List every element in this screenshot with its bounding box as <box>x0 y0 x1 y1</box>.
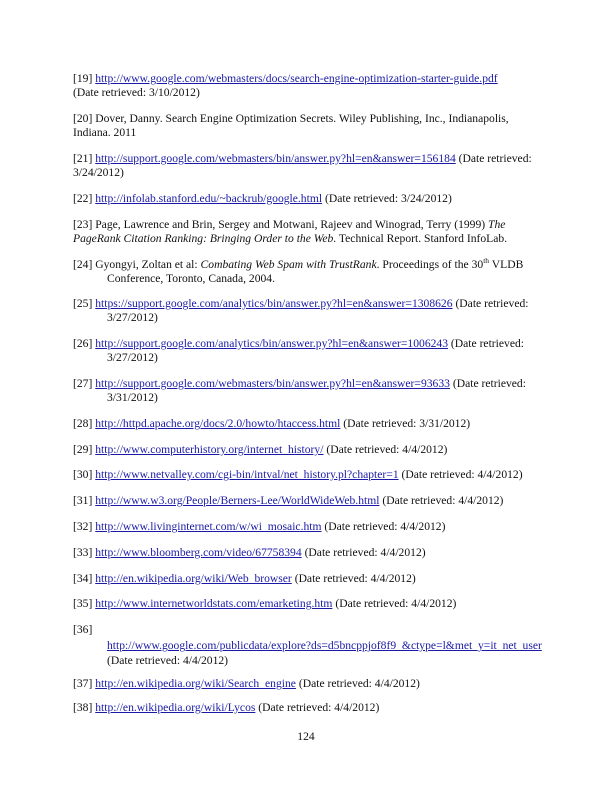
ref-link[interactable]: http://en.wikipedia.org/wiki/Lycos <box>95 701 256 714</box>
ref-date: (Date retrieved: 4/4/2012) <box>294 572 416 585</box>
ref-number: [27] <box>73 377 93 390</box>
ref-date: (Date retrieved: 4/4/2012) <box>298 677 420 690</box>
ref-link[interactable]: http://www.livinginternet.com/w/wi_mosaic.htm <box>95 520 322 533</box>
ref-number: [21] <box>73 152 93 165</box>
ref-link[interactable]: http://www.computerhistory.org/internet_history/ <box>95 443 324 456</box>
ref-title: The PageRank Citation Ranking: Bringing Order to the Web <box>73 218 506 246</box>
reference-33 <box>73 546 543 560</box>
reference-21 <box>73 152 543 181</box>
ref-link[interactable]: http://www.netvalley.com/cgi-bin/intval/net_history.pl?chapter=1 <box>95 468 399 481</box>
ref-date: (Date retrieved: 3/10/2012) <box>73 86 200 100</box>
reference-34 <box>73 572 543 586</box>
ref-number: [22] <box>73 192 93 205</box>
reference-31 <box>73 494 543 508</box>
ref-number: [32] <box>73 520 93 533</box>
ref-date: (Date retrieved: 4/4/2012) <box>401 468 523 481</box>
page-number: 124 <box>297 730 315 743</box>
reference-32 <box>73 520 543 534</box>
ref-date: (Date retrieved: 3/31/2012) <box>107 377 526 405</box>
ref-date: (Date retrieved: 3/24/2012) <box>324 192 452 205</box>
ref-authors: Gyongyi, Zoltan et al: <box>95 258 198 271</box>
ref-number: [23] <box>73 218 93 231</box>
ref-number: [19] <box>73 72 93 85</box>
ref-number: [37] <box>73 677 93 690</box>
ref-date: (Date retrieved: 3/31/2012) <box>343 417 471 430</box>
ref-title: Combating Web Spam with TrustRank <box>200 258 377 271</box>
ref-link[interactable]: http://www.w3.org/People/Berners-Lee/WorldWideWeb.html <box>95 494 380 507</box>
reference-20 <box>73 112 543 141</box>
ref-superscript: th <box>483 256 490 265</box>
ref-number: [28] <box>73 417 93 430</box>
ref-date: (Date retrieved: 4/4/2012) <box>304 546 426 559</box>
ref-source: . Proceedings of the 30 <box>376 258 484 271</box>
ref-number: [29] <box>73 443 93 456</box>
ref-link[interactable]: http://www.google.com/publicdata/explore?ds=d5bncppjof8f9_&ctype=l&met_y=it_net_user <box>107 639 542 653</box>
ref-number: [36] <box>73 623 93 636</box>
ref-number: [25] <box>73 297 93 310</box>
reference-30 <box>73 468 543 482</box>
reference-36 <box>73 623 543 668</box>
ref-date: (Date retrieved: 4/4/2012) <box>326 443 448 456</box>
ref-number: [35] <box>73 597 93 610</box>
reference-19 <box>73 72 543 101</box>
ref-date: (Date retrieved: 3/27/2012) <box>107 297 529 325</box>
ref-link[interactable]: http://infolab.stanford.edu/~backrub/google.html <box>95 192 323 205</box>
ref-date: (Date retrieved: 3/24/2012) <box>73 152 532 180</box>
ref-number: [30] <box>73 468 93 481</box>
reference-24 <box>73 258 577 287</box>
reference-35 <box>73 597 543 611</box>
ref-link[interactable]: http://support.google.com/analytics/bin/answer.py?hl=en&answer=1006243 <box>95 337 449 350</box>
ref-number: [33] <box>73 546 93 559</box>
ref-link[interactable]: http://support.google.com/webmasters/bin/answer.py?hl=en&answer=93633 <box>95 377 450 390</box>
ref-venue: VLDB Conference, Toronto, Canada, 2004. <box>107 258 524 286</box>
ref-date: (Date retrieved: 4/4/2012) <box>324 520 446 533</box>
reference-28 <box>73 417 543 431</box>
reference-23 <box>73 218 543 247</box>
ref-link[interactable]: https://support.google.com/analytics/bin/answer.py?hl=en&answer=1308626 <box>95 297 453 310</box>
ref-date: (Date retrieved: 4/4/2012) <box>382 494 504 507</box>
ref-number: [24] <box>73 258 93 271</box>
ref-date: (Date retrieved: 4/4/2012) <box>107 653 229 667</box>
reference-37 <box>73 677 543 691</box>
ref-number: [38] <box>73 701 93 714</box>
ref-link[interactable]: http://www.bloomberg.com/video/67758394 <box>95 546 302 559</box>
ref-number: [34] <box>73 572 93 585</box>
ref-link[interactable]: http://httpd.apache.org/docs/2.0/howto/htaccess.html <box>95 417 341 430</box>
ref-link[interactable]: http://en.wikipedia.org/wiki/Web_browser <box>95 572 292 585</box>
reference-29 <box>73 443 543 457</box>
reference-38 <box>73 701 543 715</box>
reference-27 <box>73 377 577 406</box>
ref-link[interactable]: http://www.google.com/webmasters/docs/search-engine-optimization-starter-guide.pdf <box>95 72 498 85</box>
reference-22 <box>73 192 543 206</box>
ref-link[interactable]: http://en.wikipedia.org/wiki/Search_engine <box>95 677 296 690</box>
ref-number: [31] <box>73 494 93 507</box>
ref-authors: Page, Lawrence and Brin, Sergey and Motwani, Rajeev and Winograd, Terry (1999) <box>95 218 486 231</box>
reference-26 <box>73 337 577 366</box>
ref-link[interactable]: http://support.google.com/webmasters/bin/answer.py?hl=en&answer=156184 <box>95 152 456 165</box>
ref-number: [20] <box>73 112 93 125</box>
ref-text: Dover, Danny. Search Engine Optimization Secrets. Wiley Publishing, Inc., Indianapolis, Indiana. 2011 <box>73 112 509 140</box>
reference-25 <box>73 297 577 326</box>
ref-date: (Date retrieved: 3/27/2012) <box>107 337 524 365</box>
ref-number: [26] <box>73 337 93 350</box>
ref-date: (Date retrieved: 4/4/2012) <box>335 597 457 610</box>
ref-date: (Date retrieved: 4/4/2012) <box>258 701 380 714</box>
ref-source: . Technical Report. Stanford InfoLab. <box>333 232 508 246</box>
ref-link[interactable]: http://www.internetworldstats.com/emarketing.htm <box>95 597 333 610</box>
